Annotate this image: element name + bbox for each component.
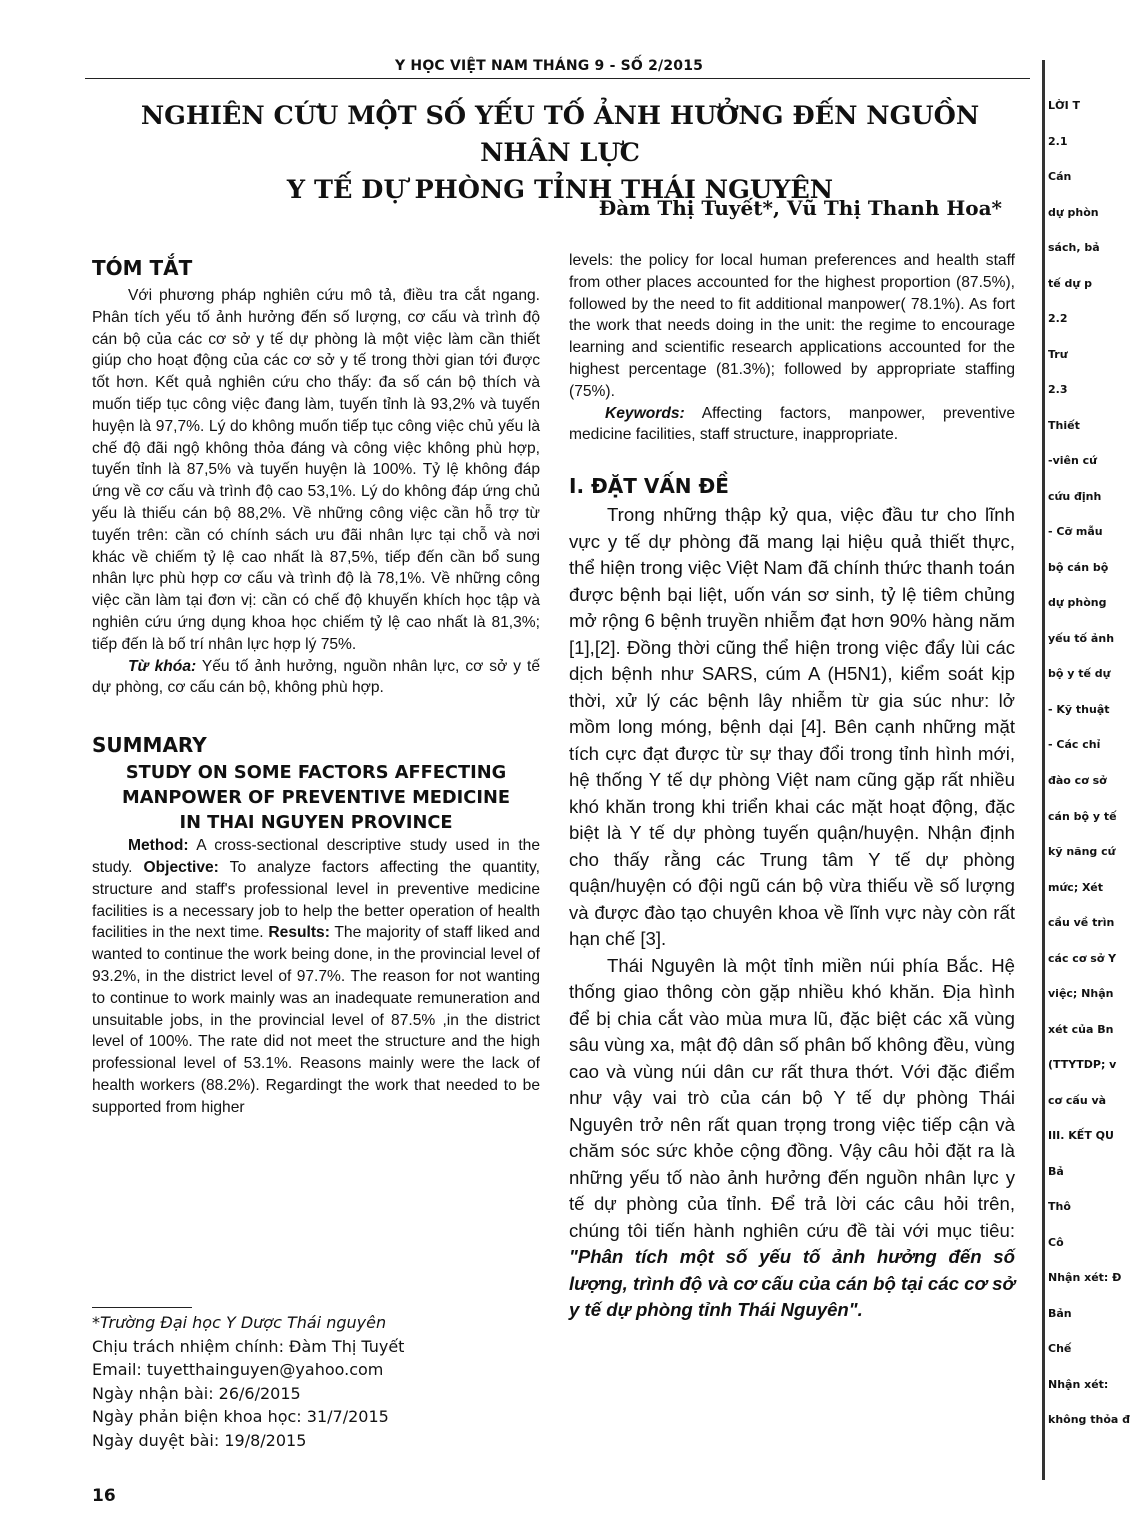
summary-title: STUDY ON SOME FACTORS AFFECTING MANPOWER OF PREVENTIVE MEDICINE IN THAI NGUYEN PROVINCE — [122, 762, 510, 834]
adjacent-page-fragment: Chế — [1048, 1342, 1072, 1355]
adjacent-page-fragment: (TTYTDP; v — [1048, 1058, 1117, 1071]
adjacent-page-fragment: Bản — [1048, 1307, 1072, 1320]
adjacent-page-fragment: kỹ năng cứ — [1048, 845, 1116, 858]
right-column — [569, 250, 1015, 1324]
adjacent-page-fragment: bộ cán bộ — [1048, 561, 1109, 574]
abstract-vi-keywords — [92, 656, 540, 700]
adjacent-page-fragment: bộ y tế dự — [1048, 667, 1111, 680]
article-title: NGHIÊN CỨU MỘT SỐ YẾU TỐ ẢNH HƯỞNG ĐẾN NGUỒN NHÂN LỰC Y TẾ DỰ PHÒNG TỈNH THÁI NGUYÊN — [140, 101, 980, 205]
adjacent-page-fragment: - Kỹ thuật — [1048, 703, 1110, 716]
adjacent-page-fragment: đào cơ sở — [1048, 774, 1107, 787]
adjacent-page-fragment: 2.3 — [1048, 383, 1068, 396]
footnote-responsible: Chịu trách nhiệm chính: Đàm Thị Tuyết — [92, 1336, 405, 1356]
adjacent-page-fragment: - Các chỉ — [1048, 738, 1101, 751]
adjacent-page-fragment: cán bộ y tế — [1048, 810, 1117, 823]
footnote-reviewed: Ngày phản biện khoa học: 31/7/2015 — [92, 1407, 389, 1426]
summary-heading: SUMMARY — [92, 733, 207, 758]
header-rule — [85, 78, 1030, 79]
adjacent-page-strip — [1034, 0, 1130, 1539]
footnote — [92, 1311, 404, 1452]
adjacent-page-fragment: tế dự p — [1048, 277, 1092, 290]
section1-paragraph-2-text: Thái Nguyên là một tỉnh miền núi phía Bắc. Hệ thống giao thông còn gặp nhiều khó khăn. Địa hình để bị chia cắt vào mùa mưa lũ, đặc biệt các xã vùng sâu vùng xa, mật độ dân số phân bố không đều, vùng cao và vùng núi dân cư rất thưa thớt. Với đặc điểm như vậy vai trò của cán bộ Y tế dự phòng Thái Nguyên trở nên rất quan trọng trong việc tiếp cận và chăm sóc sức khỏe cộng đồng. Vậy câu hỏi đặt ra là những yếu tố nào ảnh hưởng đến nguồn nhân lực y tế dự phòng của tỉnh. Để trả lời các câu hỏi trên, chúng tôi tiến hành nghiên cứu đề tài với mục tiêu: — [569, 954, 1015, 1241]
footnote-affiliation: *Trường Đại học Y Dược Thái nguyên — [92, 1313, 387, 1332]
adjacent-page-fragment: Bả — [1048, 1165, 1064, 1178]
footnote-accepted: Ngày duyệt bài: 19/8/2015 — [92, 1430, 307, 1450]
footnote-email: Email: tuyetthainguyen@yahoo.com — [92, 1360, 384, 1379]
method-text: A cross-sectional descriptive study used in the study. — [92, 837, 540, 876]
adjacent-page-fragment: - Cỡ mẫu — [1048, 525, 1103, 538]
footnote-received: Ngày nhận bài: 26/6/2015 — [92, 1383, 301, 1403]
binding-shadow — [1042, 60, 1045, 1480]
adjacent-page-fragment: cơ cấu và — [1048, 1094, 1107, 1107]
page-number: 16 — [92, 1486, 116, 1506]
adjacent-page-fragment: dự phòn — [1048, 206, 1099, 219]
objective-text: To analyze factors affecting the quantity, structure and staff's professional level in preventive medicine facilities is a necessary job to help the better operation of health facilities in the next time. — [92, 858, 540, 942]
keywords-en-text: Affecting factors, manpower, preventive medicine facilities, staff structure, inappropriate. — [569, 404, 1015, 444]
summary-continued: levels: the policy for local human preferences and health staff from other places accounted for the highest proportion (87.5%), followed by the need to fit additional manpower( 78.1%). As fort the work that needs doing in the unit: the regime to encourage learning and scientific research applications accounted for the highest percentage (81.3%); followed by appropriate staffing (75%). — [569, 252, 1015, 400]
adjacent-page-fragment: Cán — [1048, 170, 1072, 183]
summary-keywords — [569, 403, 1015, 447]
footnote-rule — [92, 1307, 192, 1308]
adjacent-page-fragment: không thỏa đ — [1048, 1413, 1130, 1426]
section1-heading: I. ĐẶT VẤN ĐỀ — [569, 474, 729, 499]
section1-paragraph-1: Trong những thập kỷ qua, việc đầu tư cho lĩnh vực y tế dự phòng đã mang lại hiệu quả thiết thực, thể hiện trong việc Việt Nam đã chính thức thanh toán được bệnh bại liệt, uốn ván sơ sinh, tỷ lệ tiêm chủng mở rộng 6 bệnh truyền nhiễm đạt hơn 90% hàng năm [1],[2]. Đồng thời cũng thể hiện trong việc đẩy lùi các dịch bệnh như SARS, cúm A (H5N1), kiểm soát kịp thời, xử lý các bệnh lây nhiễm từ gia súc như: lở mồm long móng, bệnh dại [4]. Bên cạnh những mặt tích cực đạt được từ sự thay đổi trong tỉnh hình mới, hệ thống Y tế dự phòng Việt nam cũng gặp rất nhiều khó khăn trong khi triển khai các mặt hoạt động, đặc biệt là Y tế dự phòng tuyến quận/huyện. Nhận định cho thấy rằng các Trung tâm Y tế dự phòng quận/huyện có đội ngũ cán bộ vừa thiếu về số lượng và được đào tạo chuyên khoa về lĩnh vực này còn rất hạn chế [3]. — [569, 504, 1015, 950]
journal-header: Y HỌC VIỆT NAM THÁNG 9 - SỐ 2/2015 — [395, 58, 704, 74]
results-text: The majority of staff liked and wanted to continue the work being done, in the provincial level of 93.2%, in the district level of 97.7%. The reason for not wanting to continue to work mainly was an inadequate remuneration and unsuitable jobs, in the provincial level of 87.5% ,in the district level of 100%. The rate did not meet the structure and the high professional level of 53.1%. Reasons mainly were the lack of health workers (88.2%). Regardingt the work that needed to be supported from higher — [92, 924, 540, 1116]
adjacent-page-fragment: các cơ sở Y — [1048, 952, 1117, 965]
adjacent-page-fragment: cầu về trìn — [1048, 916, 1115, 929]
keywords-en-label: Keywords: — [605, 404, 685, 422]
method-label: Method: — [128, 837, 189, 855]
keywords-vi-label: Từ khóa: — [128, 657, 197, 675]
summary-body — [92, 835, 540, 1118]
adjacent-page-fragment: Cô — [1048, 1236, 1064, 1249]
adjacent-page-fragment: Thô — [1048, 1200, 1071, 1213]
adjacent-page-fragment: mức; Xét — [1048, 881, 1103, 894]
adjacent-page-fragment: Nhận xét: Đ — [1048, 1271, 1122, 1284]
objective-label: Objective: — [143, 858, 219, 876]
adjacent-page-fragment: III. KẾT QU — [1048, 1129, 1114, 1142]
adjacent-page-fragment: việc; Nhận — [1048, 987, 1114, 1000]
adjacent-page-fragment: sách, bả — [1048, 241, 1100, 254]
adjacent-page-fragment: yếu tố ảnh — [1048, 632, 1115, 645]
adjacent-page-fragment: xét của Bn — [1048, 1023, 1114, 1036]
adjacent-page-fragment: Nhận xét: — [1048, 1378, 1109, 1391]
abstract-vi-body: Với phương pháp nghiên cứu mô tả, điều tra cắt ngang. Phân tích yếu tố ảnh hưởng đến số lượng, cơ cấu và trình độ cán bộ của các cơ sở y tế dự phòng là một việc làm cần thiết giúp cho hoạt động của các cơ sở y tế trong thời gian tới được tốt hơn. Kết quả nghiên cứu cho thấy: đa số cán bộ thích và muốn tiếp tục công việc đang làm, tuyến tỉnh là 93,2% và tuyến huyện là 97,7%. Lý do không muốn tiếp tục công việc chủ yếu là chế độ đãi ngộ không thỏa đáng và công việc không phù hợp, tuyến tỉnh là 87,5% và tuyến huyện là 100%. Tỷ lệ không đáp ứng về cơ cấu và trình độ cao 53,1%. Lý do không đáp ứng chủ yếu là thiếu cán bộ 88,2%. Về những công việc cần hỗ trợ từ tuyến trên: cần có chính sách ưu đãi nhân lực tại chỗ và nơi khác về chiếm tỷ lệ cao nhất là 87,5%, tiếp đến cần bổ sung nhân lực phù hợp cơ cấu và trình độ là 78,1%. Về những công việc cần làm tại đơn vị: cần có chế độ khuyến khích học tập và nghiên cứu ứng dụng khoa học chiếm tỷ lệ cao nhất là 81,3%; tiếp đến là bố trí nhân lực hợp lý 75%. — [92, 287, 540, 653]
section1-paragraph-2 — [569, 953, 1015, 1324]
adjacent-page-fragment: 2.2 — [1048, 312, 1068, 325]
authors: Đàm Thị Tuyết*, Vũ Thị Thanh Hoa* — [598, 196, 1002, 220]
results-label: Results: — [268, 924, 330, 942]
adjacent-page-fragment: cứu định — [1048, 490, 1102, 503]
study-objective-quote: "Phân tích một số yếu tố ảnh hưởng đến số lượng, trình độ và cơ cấu của cán bộ tại các cơ sở y tế dự phòng tỉnh Thái Nguyên". — [569, 1246, 1015, 1321]
adjacent-page-fragment: Thiết — [1048, 419, 1080, 432]
adjacent-page-fragment: 2.1 — [1048, 135, 1068, 148]
adjacent-page-fragment: -viên cứ — [1048, 454, 1097, 467]
adjacent-page-fragment: dự phòng — [1048, 596, 1107, 609]
adjacent-page-fragment: LỜI T — [1048, 99, 1081, 112]
adjacent-page-fragment: Trư — [1048, 348, 1068, 361]
keywords-vi-text: Yếu tố ảnh hưởng, nguồn nhân lực, cơ sở y tế dự phòng, cơ cấu cán bộ, không phù hợp. — [92, 657, 540, 697]
abstract-heading: TÓM TẮT — [92, 256, 193, 280]
left-column — [92, 256, 540, 1119]
